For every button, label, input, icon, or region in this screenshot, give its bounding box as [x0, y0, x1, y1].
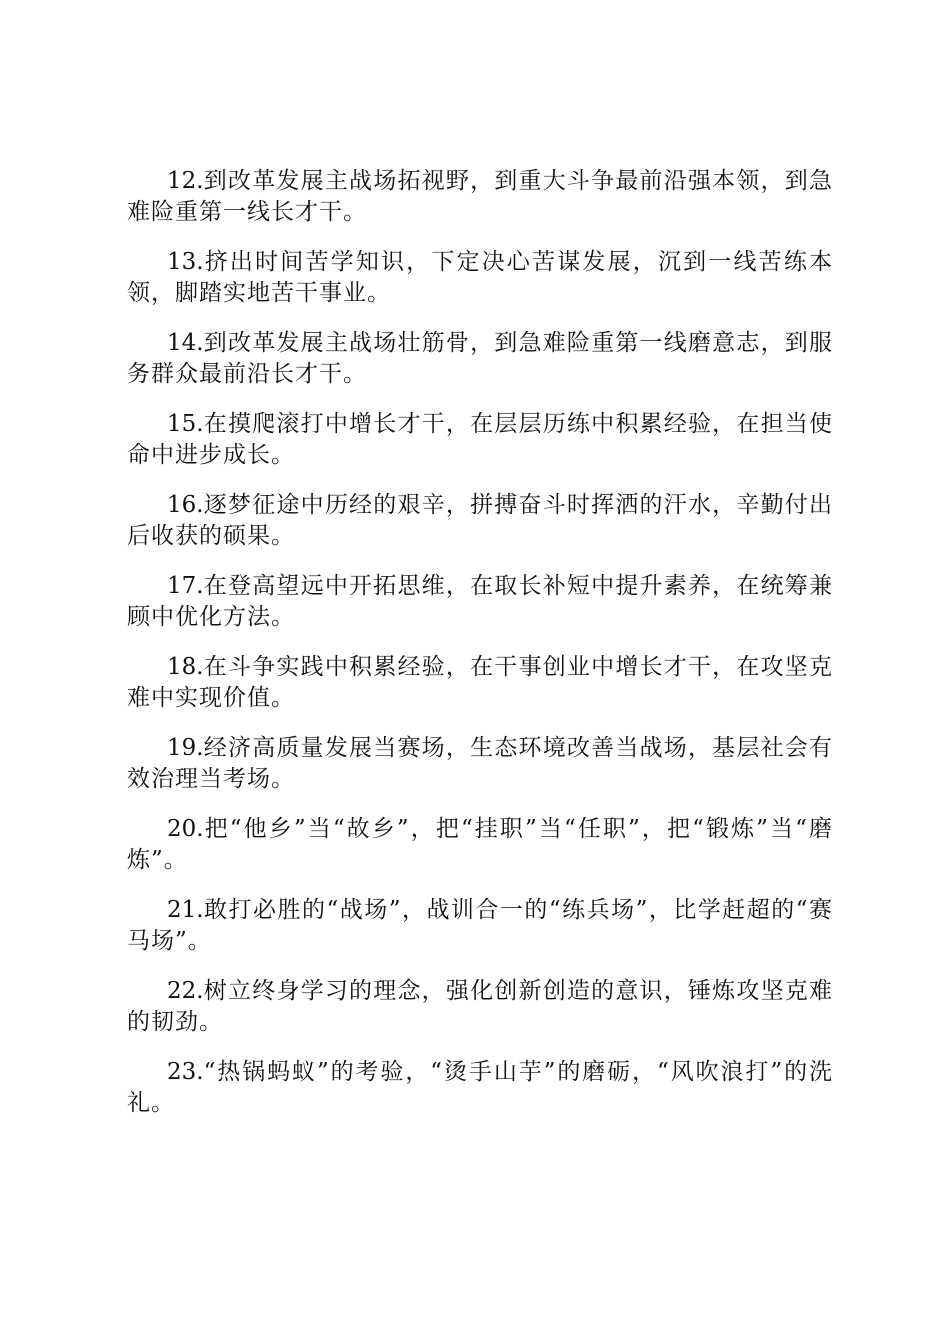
item-text: 在登高望远中开拓思维，在取长补短中提升素养，在统筹兼顾中优化方法。 — [127, 573, 833, 630]
item-text: 逐梦征途中历经的艰辛，拼搏奋斗时挥洒的汗水，辛勤付出后收获的硕果。 — [127, 492, 833, 549]
list-item — [127, 976, 833, 1038]
item-text: 到改革发展主战场拓视野，到重大斗争最前沿强本领，到急难险重第一线长才干。 — [127, 168, 833, 225]
list-item — [127, 166, 833, 228]
item-text: 到改革发展主战场壮筋骨，到急难险重第一线磨意志，到服务群众最前沿长才干。 — [127, 330, 833, 387]
list-item — [127, 328, 833, 390]
item-text: 在摸爬滚打中增长才干，在层层历练中积累经验，在担当使命中进步成长。 — [127, 411, 833, 468]
item-text: 在斗争实践中积累经验，在干事创业中增长才干，在攻坚克难中实现价值。 — [127, 654, 833, 711]
document-body — [127, 166, 833, 1138]
list-item — [127, 571, 833, 633]
list-item — [127, 814, 833, 876]
item-number: 14. — [167, 330, 204, 356]
item-number: 22. — [167, 978, 204, 1004]
item-text: 挤出时间苦学知识，下定决心苦谋发展，沉到一线苦练本领，脚踏实地苦干事业。 — [127, 249, 833, 306]
item-number: 16. — [167, 492, 204, 518]
item-text: 树立终身学习的理念，强化创新创造的意识，锤炼攻坚克难的韧劲。 — [127, 978, 833, 1035]
list-item — [127, 247, 833, 309]
list-item — [127, 895, 833, 957]
item-text: “热锅蚂蚁”的考验，“烫手山芋”的磨砺，“风吹浪打”的洗礼。 — [127, 1059, 833, 1116]
list-item — [127, 490, 833, 552]
item-number: 19. — [167, 735, 204, 761]
item-number: 18. — [167, 654, 204, 680]
item-number: 15. — [167, 411, 204, 437]
item-number: 23. — [167, 1059, 204, 1085]
item-number: 21. — [167, 897, 204, 923]
list-item — [127, 733, 833, 795]
item-number: 12. — [167, 168, 204, 194]
item-text: 经济高质量发展当赛场，生态环境改善当战场，基层社会有效治理当考场。 — [127, 735, 833, 792]
item-number: 17. — [167, 573, 204, 599]
list-item — [127, 409, 833, 471]
list-item — [127, 652, 833, 714]
list-item — [127, 1057, 833, 1119]
item-number: 13. — [167, 249, 204, 275]
item-text: 把“他乡”当“故乡”，把“挂职”当“任职”，把“锻炼”当“磨炼”。 — [127, 816, 833, 873]
item-number: 20. — [167, 816, 204, 842]
item-text: 敢打必胜的“战场”，战训合一的“练兵场”，比学赶超的“赛马场”。 — [127, 897, 833, 954]
